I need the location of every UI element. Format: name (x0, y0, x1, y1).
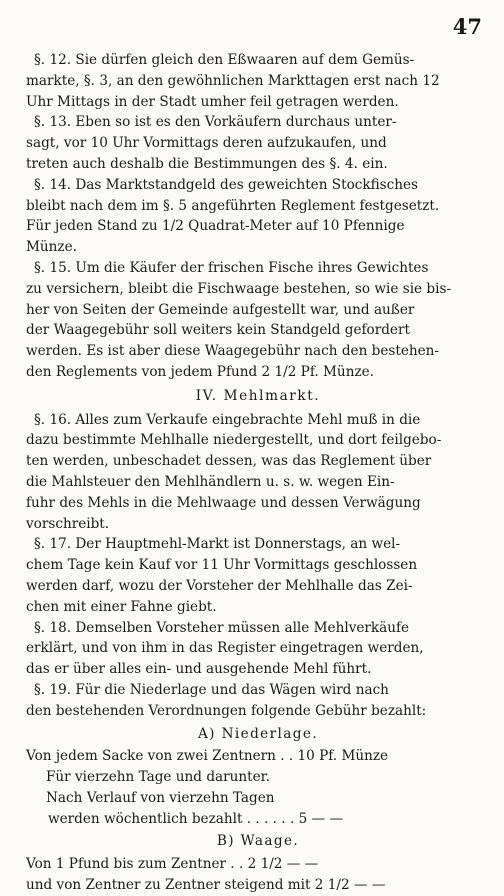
subsection-title-a: A) Niederlage. (197, 725, 319, 742)
text-line: den Reglements von jedem Pfund 2 1/2 Pf. Münze. (26, 363, 374, 380)
text-line: der Waagegebühr soll weiters kein Standgeld gefordert (26, 322, 410, 339)
text-line: sagt, vor 10 Uhr Vormittags deren aufzukaufen, und (26, 135, 387, 152)
text-line: werden. Es ist aber diese Waagegebühr nach den bestehen- (26, 343, 440, 360)
tariff-line: Nach Verlauf von vierzehn Tagen (46, 789, 275, 806)
text-line: §. 17. Der Hauptmehl-Markt ist Donnerstags, an wel- (34, 536, 401, 553)
text-line: §. 12. Sie dürfen gleich den Eßwaaren auf dem Gemüs- (34, 52, 415, 68)
text-line: dazu bestimmte Mehlhalle niedergestellt, und dort feilgebo- (26, 432, 442, 449)
text-line: werden darf, wozu der Vorsteher der Mehlhalle das Zei- (26, 577, 413, 594)
section-title: IV. Mehlmarkt. (195, 387, 321, 404)
text-line: die Mahlsteuer den Mehlhändlern u. s. w. wegen Ein- (26, 473, 395, 490)
tariff-a (26, 746, 490, 829)
text-line: erklärt, und von ihm in das Register eingetragen werden, (26, 640, 424, 657)
body-text (26, 50, 490, 896)
paragraph-18 (26, 618, 490, 680)
text-line: bleibt nach dem im §. 5 angeführten Reglement festgesetzt. (26, 197, 440, 214)
paragraph-19 (26, 680, 490, 722)
paragraph-14 (26, 175, 490, 258)
text-line: Uhr Mittags in der Stadt umher feil getragen werden. (26, 93, 399, 110)
paragraph-16 (26, 410, 490, 535)
paragraph-15 (26, 258, 490, 383)
text-line: das er über alles ein- und ausgehende Mehl führt. (26, 661, 372, 678)
text-line: chem Tage kein Kauf vor 11 Uhr Vormittags geschlossen (26, 557, 418, 574)
paragraph-13 (26, 112, 490, 174)
text-line: markte, §. 3, an den gewöhnlichen Markttagen erst nach 12 (26, 72, 440, 89)
tariff-line: werden wöchentlich bezahlt . . . . . . 5 — — (48, 810, 344, 827)
paragraph-17 (26, 534, 490, 617)
text-line: Münze. (26, 239, 77, 256)
tariff-line: Von 1 Pfund bis zum Zentner . . 2 1/2 — — (26, 856, 319, 873)
page-number: 47 (452, 14, 482, 39)
text-line: §. 19. Für die Niederlage und das Wägen wird nach (34, 681, 389, 698)
text-line: §. 16. Alles zum Verkaufe eingebrachte Mehl muß in die (34, 411, 421, 428)
text-line: §. 14. Das Marktstandgeld des geweichten Stockfisches (34, 176, 419, 193)
text-line: vorschreibt. (26, 515, 110, 532)
text-line: her von Seiten der Gemeinde aufgestellt war, und außer (26, 301, 415, 318)
text-line: chen mit einer Fahne giebt. (26, 598, 217, 615)
text-line: §. 18. Demselben Vorsteher müssen alle Mehlverkäufe (34, 619, 410, 636)
tariff-line: Für vierzehn Tage und darunter. (46, 769, 270, 786)
text-line: zu versichern, bleibt die Fischwaage bestehen, so wie sie bis- (26, 280, 452, 297)
text-line: §. 15. Um die Käufer der frischen Fische ihres Gewichtes (34, 259, 429, 276)
tariff-line: Von jedem Sacke von zwei Zentnern . . 10 Pf. Münze (26, 748, 389, 765)
text-line: fuhr des Mehls in die Mehlwaage und dessen Verwägung (26, 494, 421, 511)
tariff-b (26, 854, 490, 896)
tariff-line: und von Zentner zu Zentner steigend mit 2 1/2 — — (26, 877, 386, 894)
text-line: §. 13. Eben so ist es den Vorkäufern durchaus unter- (34, 114, 397, 131)
text-line: treten auch deshalb die Bestimmungen des §. 4. ein. (26, 155, 388, 172)
text-line: den bestehenden Verordnungen folgende Gebühr bezahlt: (26, 702, 427, 719)
text-line: Für jeden Stand zu 1/2 Quadrat-Meter auf 10 Pfennige (26, 218, 405, 235)
text-line: ten werden, unbeschadet dessen, was das Reglement über (26, 453, 432, 470)
subsection-title-b: B) Waage. (216, 833, 300, 850)
paragraph-12 (26, 50, 490, 112)
